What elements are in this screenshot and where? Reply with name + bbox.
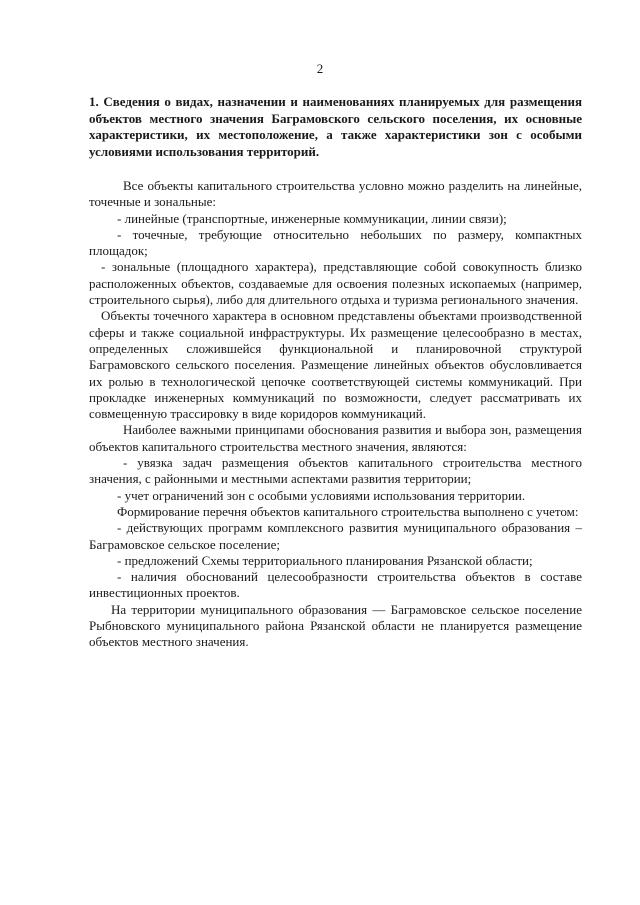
section-heading: 1. Сведения о видах, назначении и наименованиях планируемых для размещения объектов местного значения Баграмовского сельского поселения, их основные характеристики, их местоположение, а также характеристики зон с особыми условиями использования территорий. xyxy=(89,94,582,159)
page-number: 2 xyxy=(316,61,324,76)
list-item-zonal: - зональные (площадного характера), представляющие собой совокупность близко расположенных объектов, создаваемые для освоения полезных ископаемых (например, строительного сырья), либо для длительного отдыха и туризма регионального значения. xyxy=(89,259,582,308)
list-item-scheme: - предложений Схемы территориального планирования Рязанской области; xyxy=(117,552,533,568)
paragraph-principles: Наиболее важными принципами обоснования развития и выбора зон, размещения объектов капитального строительства местного значения, являются: xyxy=(89,422,582,454)
paragraph-conclusion: На территории муниципального образования — Баграмовское сельское поселение Рыбновского муниципального района Рязанской области не планируется размещение объектов местного значения. xyxy=(89,601,582,650)
list-item-point: - точечные, требующие относительно небольших по размеру, компактных площадок; xyxy=(89,226,582,259)
list-item-restrictions: - учет ограничений зон с особыми условиями использования территории. xyxy=(117,487,526,503)
list-item-linear: - линейные (транспортные, инженерные коммуникации, линии связи); xyxy=(117,210,507,226)
list-item-programs: - действующих программ комплексного развития муниципального образования – Баграмовское сельское поселение; xyxy=(89,520,582,552)
list-item-justifications: - наличия обоснований целесообразности строительства объектов в составе инвестиционных проектов. xyxy=(89,569,582,601)
paragraph-point-objects: Объекты точечного характера в основном представлены объектами производственной сферы и также социальной инфраструктуры. Их размещение целесообразно в местах, определенных сложившейся функциональной и планировочной структурой Баграмовского сельского поселения. Размещение линейных объектов обусловливается их ролью в технологической цепочке соответствующей системы коммуникаций. При прокладке инженерных коммуникаций по возможности, следует рассматривать их совмещенную трассировку в виде коридоров коммуникаций. xyxy=(89,308,582,422)
document-body xyxy=(89,178,582,651)
paragraph-formation: Формирование перечня объектов капитального строительства выполнено с учетом: xyxy=(117,503,579,519)
list-item-linkage: - увязка задач размещения объектов капитального строительства местного значения, с районными и местными аспектами развития территории; xyxy=(89,455,582,487)
paragraph-intro: Все объекты капитального строительства условно можно разделить на линейные, точечные и зональные: xyxy=(89,178,582,210)
